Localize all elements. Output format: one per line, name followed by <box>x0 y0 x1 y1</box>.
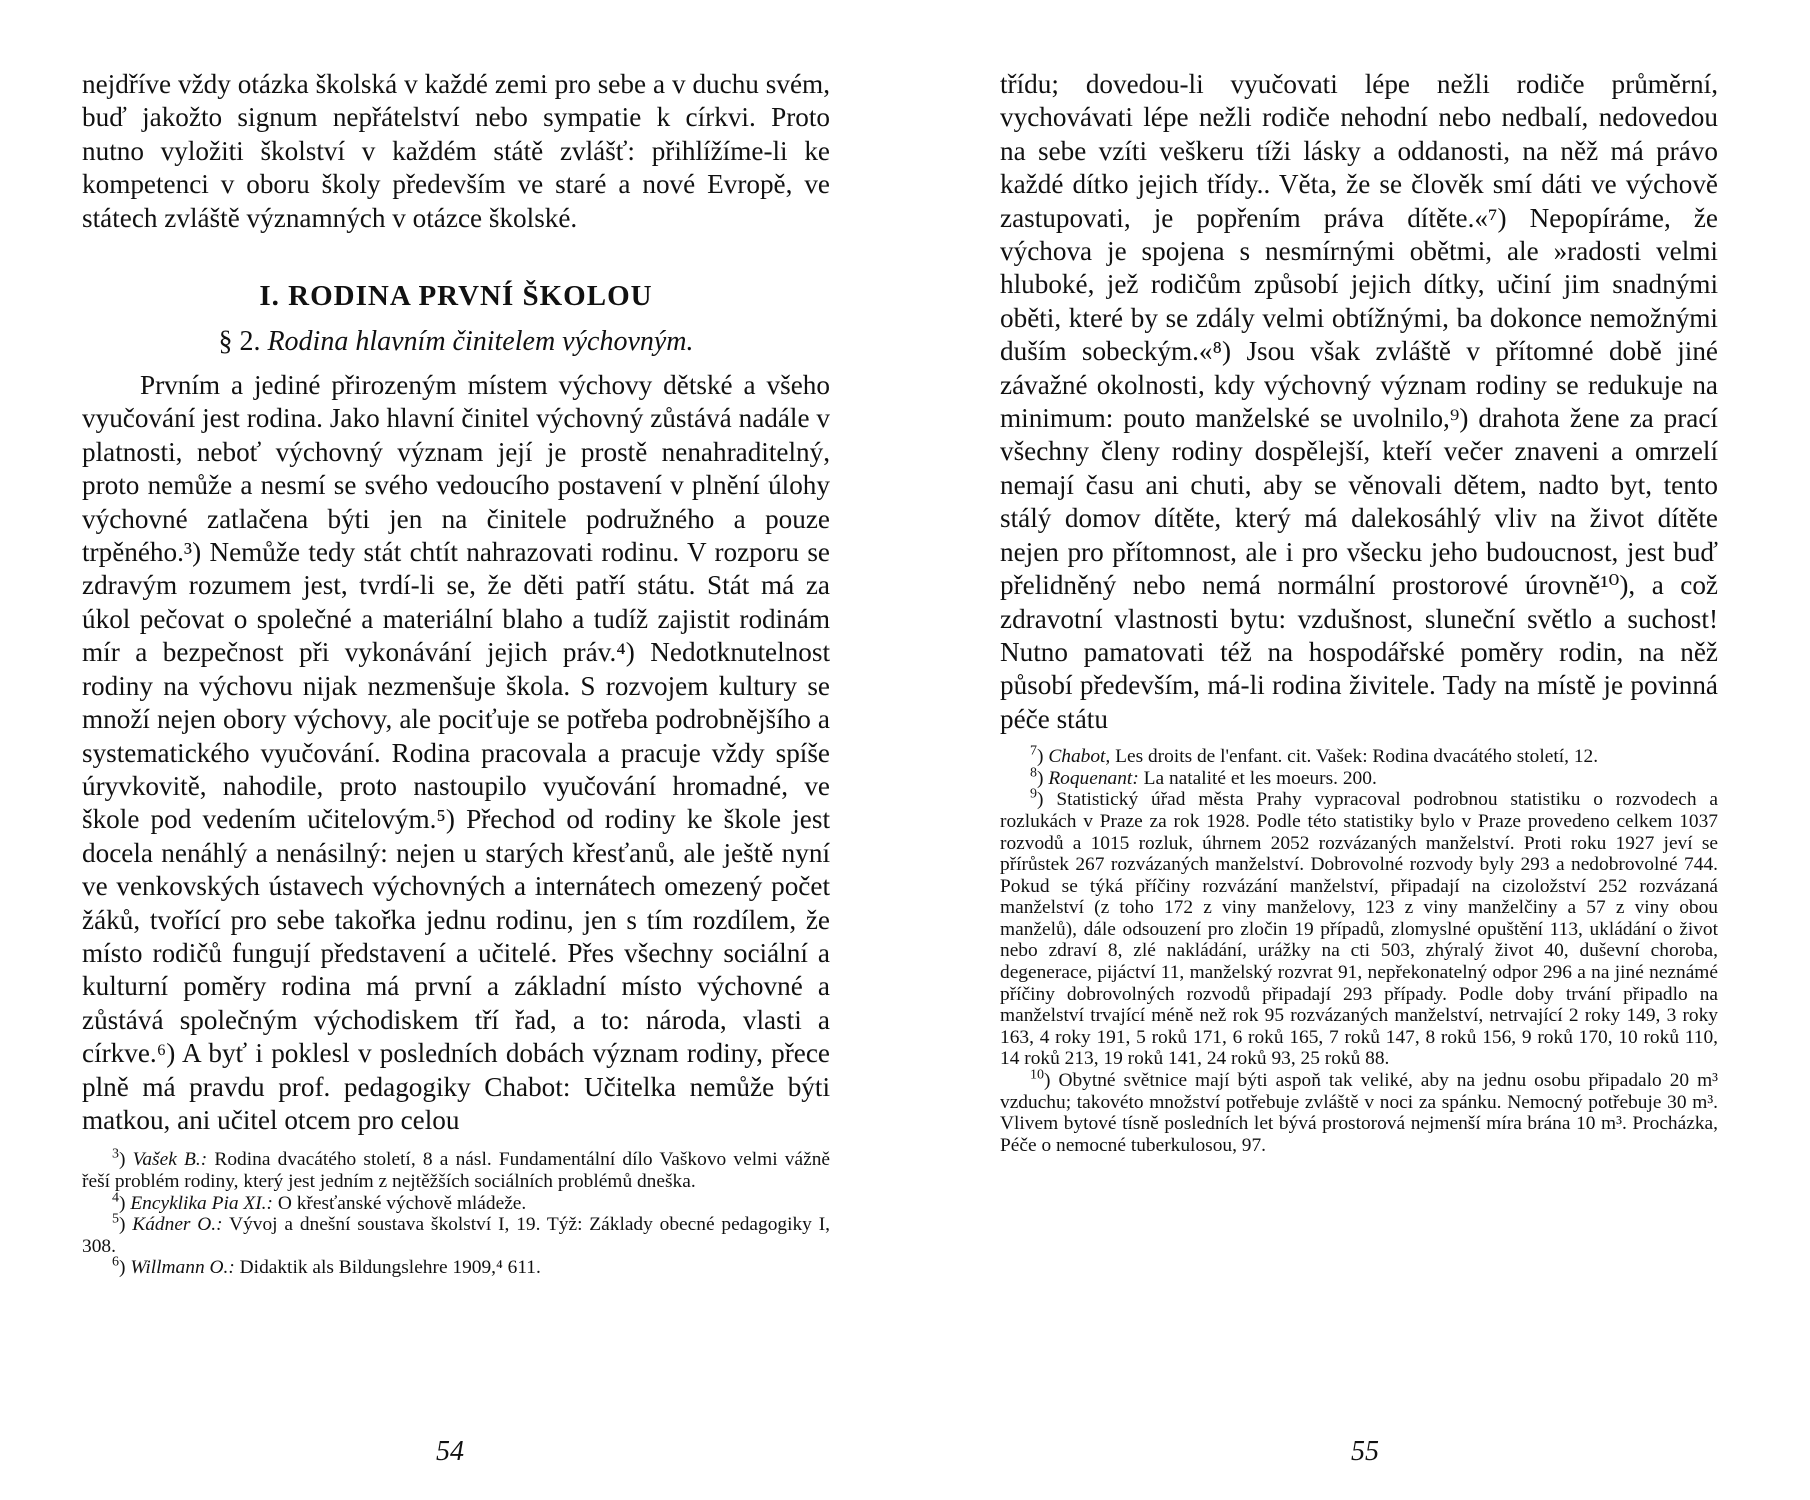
footnote-mark: 5 <box>112 1211 119 1227</box>
footnote-text: Rodina dvacátého století, 8 a násl. Fundamentální dílo Vaškovo velmi vážně řeší problém rodiny, který jest jedním z nejtěžších sociálních problémů dneška. <box>82 1149 830 1192</box>
footnote: $^4$) Encyklika Pia XI.: O křesťanské výchově mládeže. <box>112 1190 527 1214</box>
page-number-left: 54 <box>436 1436 464 1467</box>
footnote-mark: 6 <box>112 1254 119 1270</box>
footnote-author: Kádner O.: <box>132 1214 223 1236</box>
footnote-mark: 4 <box>112 1190 119 1206</box>
footnote-text: La natalité et les moeurs. 200. <box>1143 767 1377 789</box>
footnote: $^5$) Kádner O.: Vývoj a dnešní soustava školství I, 19. Týž: Základy obecné pedagogiky I, 308. <box>82 1211 830 1257</box>
footnote-text: Didaktik als Bildungslehre 1909,⁴ 611. <box>239 1257 541 1279</box>
section-title: Rodina hlavním činitelem výchovným. <box>267 326 694 358</box>
footnote-mark: 10 <box>1030 1067 1044 1083</box>
page-number-right: 55 <box>1351 1436 1379 1467</box>
footnote-text: Vývoj a dnešní soustava školství I, 19. Týž: Základy obecné pedagogiky I, 308. <box>82 1214 830 1257</box>
footnote-mark: 3 <box>112 1146 119 1162</box>
footnote-author: Roquenant: <box>1048 767 1139 789</box>
footnotes-right <box>1000 743 1718 1156</box>
footnote-author: Encyklika Pia XI.: <box>130 1192 273 1214</box>
body-paragraph: třídu; dovedou-li vyučovati lépe nežli rodiče průměrní, vychovávati lépe nežli rodiče nehodní nebo nedbalí, nedovedou na sebe vzíti veškeru tíži lásky a oddanosti, na něž má právo každé dítko jejich třídy.. Věta, že se člověk smí dáti ve výchově zastupovati, je popřením práva dítěte.«⁷) Nepopíráme, že výchova je spojena s nesmírnými obětmi, ale »radosti velmi hluboké, jež rodičům způsobí jejich dítky, učiní jim snadnými oběti, které by se zdály velmi obtížnými, ba dokonce nemožnými duším sobeckým.«⁸) Jsou však zvláště v přítomné době jiné závažné okolnosti, kdy výchovný význam rodiny se redukuje na minimum: pouto manželské se uvolnilo,⁹) drahota žene za prací všechny členy rodiny dospělejší, kteří večer znaveni a omrzelí nemají času ani chuti, aby se věnovali dětem, nadto byt, tento stálý domov dítěte, který má dalekosáhlý vliv na život dítěte nejen pro přítomnost, ale i pro všecku jeho budoucnost, jest buď přelidněný nebo nemá normální prostorové úrovně¹⁰), a což zdravotní vlastnosti bytu: vzdušnost, sluneční světlo a suchost! Nutno pamatovati též na hospodářské poměry rodin, na něž působí především, má-li rodina živitele. Tady na místě je povinná péče státu <box>1000 69 1718 734</box>
footnote: $^8$) Roquenant: La natalité et les moeurs. 200. <box>1030 765 1377 789</box>
footnote-text: Statistický úřad města Prahy vypracoval podrobnou statistiku o rozvodech a rozlukách v Praze za rok 1928. Podle této statistiky bylo v Praze provedeno celkem 1037 rozvodů a 1015 rozluk, úhrnem 2052 rozvázaných manželství. Proti roku 1927 jeví se přírůstek 267 rozvázaných manželství. Dobrovolné rozvody byly 293 a nedobrovolné 744. Pokud se týká příčiny rozvázání manželství, připadají na cizoložství 252 rozvázaná manželství (z toho 172 z viny manželovy, 123 z viny manželčiny a 57 z viny obou manželů), dále odsouzení pro zločin 19 případů, zlomyslné opuštění 113, ukládání o život nebo zdraví 8, zlé nakládání, urážky na cti 503, zhýralý život 40, duševní choroba, degenerace, pijáctví 11, manželský rozvrat 91, nepřekonatelný odpor 296 a na jiné neznámé příčiny dobrovolných rozvodů připadají 293 případy. Podle doby trvání připadlo na manželství trvající méně než rok 95 rozvázaných manželství, netrvající 2 roky 149, 3 roky 163, 4 roky 191, 5 roků 171, 6 roků 165, 7 roků 147, 8 roků 156, 9 roků 170, 10 roků 110, 14 roků 213, 19 roků 141, 24 roků 93, 25 roků 88. <box>1000 789 1718 1070</box>
body-paragraph: Prvním a jediné přirozeným místem výchovy dětské a všeho vyučování jest rodina. Jako hlavní činitel výchovný zůstává nadále v platnosti, neboť výchovný význam její je prostě nenahraditelný, proto nemůže a nesmí se svého vedoucího postavení v plnění úlohy výchovné zatlačena býti jen na činitele podružného a pouze trpěného.³) Nemůže tedy stát chtít nahrazovati rodinu. V rozporu se zdravým rozumem jest, tvrdí-li se, že děti patří státu. Stát má za úkol pečovat o společné a materiální blaho a tudíž zajistit rodinám mír a bezpečnost při vykonávání jejich práv.⁴) Nedotknutelnost rodiny na výchovu nijak nezmenšuje škola. S rozvojem kultury se množí nejen obory výchovy, ale pociťuje se potřeba podrobnějšího a systematického vyučování. Rodina pracovala a pracuje vždy spíše úryvkovitě, nahodile, proto nastoupilo vyučování hromadné, ve škole pod vedením učitelovým.⁵) Přechod od rodiny ke škole jest docela nenáhlý a nenásilný: nejen u starých křesťanů, ale ještě nyní ve venkovských ústavech výchovných a internátech omezený počet žáků, tvořící pro sebe takořka jednu rodinu, jen s tím rozdílem, že místo rodičů fungují představení a učitelé. Přes všechny sociální a kulturní poměry rodina má první a základní místo výchovné a zůstává společným východiskem tří řad, a to: národa, vlasti a církve.⁶) A byť i poklesl v posledních dobách význam rodiny, přece plně má pravdu prof. pedagogiky Chabot: Učitelka nemůže býti matkou, ani učitel otcem pro celou <box>82 370 830 1135</box>
footnote-text: O křesťanské výchově mládeže. <box>277 1192 527 1214</box>
footnote-mark: 8 <box>1030 765 1037 781</box>
footnote-text: Obytné světnice mají býti aspoň tak veliké, aby na jednu osobu připadalo 20 m³ vzduchu; takovéto množství potřebuje zvláště v noci za spánku. Nemocný potřebuje 30 m³. Vlivem bytové tísně posledních let bývá prostorová nejmenší míra brána 10 m³. Procházka, Péče o nemocné tuberkulosou, 97. <box>1000 1070 1718 1156</box>
footnote-text: Les droits de l'enfant. cit. Vašek: Rodina dvacátého století, 12. <box>1115 746 1599 768</box>
footnotes-left <box>82 1146 830 1279</box>
chapter-heading: I. RODINA PRVNÍ ŠKOLOU <box>259 280 653 313</box>
footnote-mark: 9 <box>1030 786 1037 802</box>
footnote: $^6$) Willmann O.: Didaktik als Bildungslehre 1909,⁴ 611. <box>112 1254 541 1279</box>
right-page <box>1000 68 1718 1156</box>
footnote: $^7$) Chabot, Les droits de l'enfant. cit. Vašek: Rodina dvacátého století, 12. <box>1030 743 1599 768</box>
footnote-author: Vašek B.: <box>132 1149 208 1171</box>
footnote-mark: 7 <box>1030 743 1037 759</box>
section-heading <box>82 325 830 359</box>
footnote-author: Chabot, <box>1048 746 1111 768</box>
intro-paragraph: nejdříve vždy otázka školská v každé zemi pro sebe a v duchu svém, buď jakožto signum nepřátelství nebo sympatie k církvi. Proto nutno vyložiti školství v každém státě zvlášť: přihlížíme-li ke kompetenci v oboru školy především ve staré a nové Evropě, ve státech zvláště významných v otázce školské. <box>82 69 830 233</box>
footnote: $^3$) Vašek B.: Rodina dvacátého století, 8 a násl. Fundamentální dílo Vaškovo velmi vážně řeší problém rodiny, který jest jedním z nejtěžších sociálních problémů dneška. <box>82 1146 830 1192</box>
footnote-author: Willmann O.: <box>130 1257 235 1279</box>
footnote: $^{10}$) Obytné světnice mají býti aspoň tak veliké, aby na jednu osobu připadalo 20 m³ vzduchu; takovéto množství potřebuje zvláště v noci za spánku. Nemocný potřebuje 30 m³. Vlivem bytové tísně posledních let bývá prostorová nejmenší míra brána 10 m³. Procházka, Péče o nemocné tuberkulosou, 97. <box>1000 1067 1718 1156</box>
left-page <box>82 68 830 1279</box>
section-number: § 2. <box>218 326 261 358</box>
footnote: $^9$) Statistický úřad města Prahy vypracoval podrobnou statistiku o rozvodech a rozlukách v Praze za rok 1928. Podle této statistiky bylo v Praze provedeno celkem 1037 rozvodů a 1015 rozluk, úhrnem 2052 rozvázaných manželství. Proti roku 1927 jeví se přírůstek 267 rozvázaných manželství. Dobrovolné rozvody byly 293 a nedobrovolné 744. Pokud se týká příčiny rozvázání manželství, připadají na cizoložství 252 rozvázaná manželství (z toho 172 z viny manželovy, 123 z viny manželčiny a 57 z viny obou manželů), dále odsouzení pro zločin 19 případů, zlomyslné opuštění 113, ukládání o život nebo zdraví 8, zlé nakládání, urážky na cti 503, zhýralý život 40, duševní choroba, degenerace, pijáctví 11, manželský rozvrat 91, nepřekonatelný odpor 296 a na jiné neznámé příčiny dobrovolných rozvodů připadají 293 případy. Podle doby trvání připadlo na manželství trvající méně než rok 95 rozvázaných manželství, netrvající 2 roky 149, 3 roky 163, 4 roky 191, 5 roků 171, 6 roků 165, 7 roků 147, 8 roků 156, 9 roků 170, 10 roků 110, 14 roků 213, 19 roků 141, 24 roků 93, 25 roků 88. <box>1000 786 1718 1070</box>
